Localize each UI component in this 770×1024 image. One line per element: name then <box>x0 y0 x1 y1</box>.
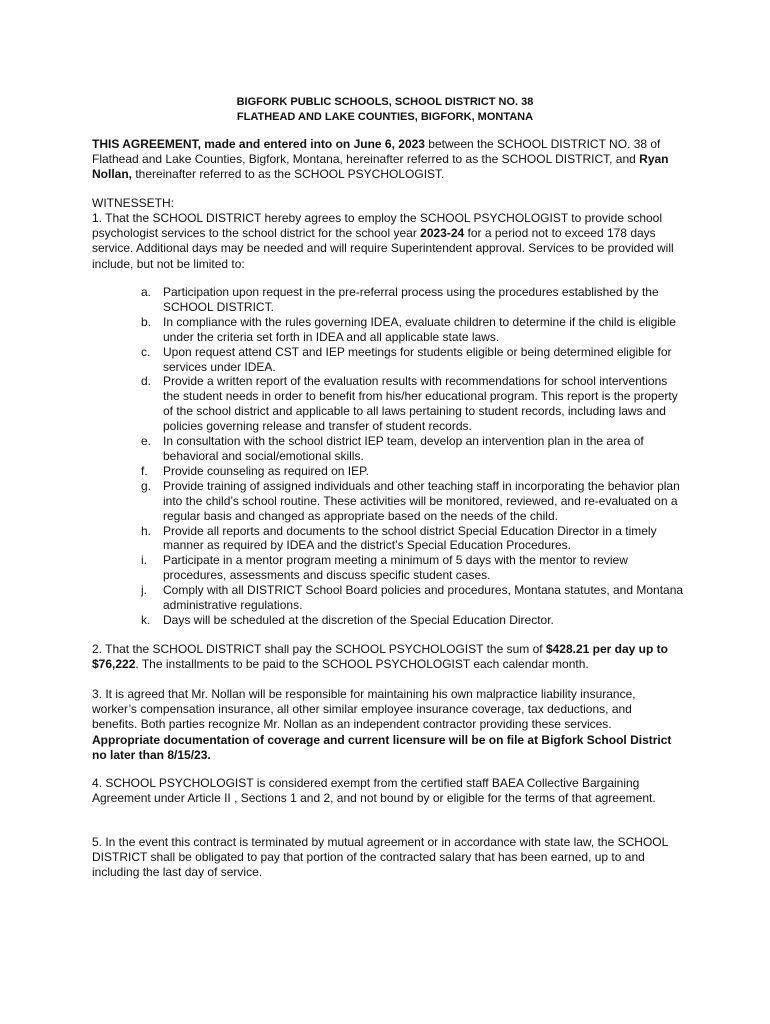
list-item-text: Participate in a mentor program meeting a minimum of 5 days with the mentor to review procedures, assessments and discuss specific student cases. <box>163 553 628 583</box>
list-marker: e. <box>141 434 152 449</box>
clause-2-amount: $428.21 per day up to $76,222 <box>92 642 669 672</box>
list-marker: k. <box>141 612 151 627</box>
intro-text-b: thereinafter referred to as the SCHOOL PSYCHOLOGIST. <box>132 167 445 182</box>
services-list <box>141 285 686 628</box>
clause-3-bold-notice: Appropriate documentation of coverage and current licensure will be on file at Bigfork School District no later than 8/15/23. <box>92 732 672 762</box>
clause-1-school-year: 2023-24 <box>420 226 465 241</box>
clause-2-text-a: 2. That the SCHOOL DISTRICT shall pay the SCHOOL PSYCHOLOGIST the sum of <box>92 642 546 656</box>
psychologist-name: Ryan Nollan, <box>92 152 669 182</box>
list-marker: a. <box>141 285 152 299</box>
list-item-text: Provide counseling as required on IEP. <box>163 463 369 478</box>
heading-line-1: BIGFORK PUBLIC SCHOOLS, SCHOOL DISTRICT NO. 38 <box>236 96 534 108</box>
witnesseth-label: WITNESSETH: <box>92 196 175 210</box>
list-item <box>141 553 686 583</box>
list-marker: j. <box>141 583 147 598</box>
clause-2-text-b: . The installments to be paid to the SCHOOL PSYCHOLOGIST each calendar month. <box>135 657 589 672</box>
clause-5: 5. In the event this contract is terminated by mutual agreement or in accordance with state law, the SCHOOL DISTRICT shall be obligated to pay that portion of the contracted salary that has been earned, up to and including the last day of service. <box>92 835 668 880</box>
list-item-text: Provide a written report of the evaluation results with recommendations for school interventions the student needs in order to benefit from his/her educational program. This report is the property of the school district and applicable to all laws pertaining to student records, including laws and policies governing release and transfer of student records. <box>163 374 678 434</box>
clause-2 <box>92 642 680 672</box>
intro-text-a: between the SCHOOL DISTRICT NO. 38 of Flathead and Lake Counties, Bigfork, Montana, hereinafter referred to as the SCHOOL DISTRICT, and <box>92 137 661 167</box>
list-item-text: Provide all reports and documents to the school district Special Education Director in a timely manner as required by IDEA and the district’s Special Education Procedures. <box>163 523 657 553</box>
clause-3 <box>92 687 680 763</box>
list-item-text: Provide training of assigned individuals and other teaching staff in incorporating the behavior plan into the child’s school routine. These activities will be monitored, reviewed, and re-evaluated on a regular basis and changed as appropriate based on the needs of the child. <box>163 478 680 523</box>
list-item <box>141 374 686 434</box>
list-marker: b. <box>141 314 152 329</box>
document-heading <box>0 95 770 125</box>
clause-1-text-a: 1. That the SCHOOL DISTRICT hereby agrees to employ the SCHOOL PSYCHOLOGIST to provide school psychologist services to the school district for the school year <box>92 211 663 241</box>
list-marker: i. <box>141 553 147 568</box>
list-item <box>141 464 686 479</box>
intro-bold-lead: THIS AGREEMENT, made and entered into on June 6, 2023 <box>92 137 425 151</box>
list-item <box>141 345 686 375</box>
list-item <box>141 434 686 464</box>
clause-3-text: 3. It is agreed that Mr. Nollan will be responsible for maintaining his own malpractice liability insurance, worker’s compensation insurance, all other similar employee insurance coverage, tax deductions, and benefits. Both parties recognize Mr. Nollan as an independent contractor providing these services. <box>92 687 636 732</box>
list-marker: d. <box>141 374 152 389</box>
heading-line-2: FLATHEAD AND LAKE COUNTIES, BIGFORK, MONTANA <box>236 111 534 123</box>
list-item <box>141 583 686 613</box>
list-item <box>141 285 686 315</box>
list-marker: c. <box>141 344 151 359</box>
list-item-text: Upon request attend CST and IEP meetings for students eligible or being determined eligible for services under IDEA. <box>163 344 672 374</box>
list-marker: h. <box>141 523 152 538</box>
intro-paragraph <box>92 137 680 183</box>
list-item-text: Comply with all DISTRICT School Board policies and procedures, Montana statutes, and Montana administrative regulations. <box>163 583 684 613</box>
list-item <box>141 315 686 345</box>
list-marker: f. <box>141 463 148 478</box>
list-item-text: Days will be scheduled at the discretion of the Special Education Director. <box>163 612 554 627</box>
list-marker: g. <box>141 478 152 493</box>
list-item <box>141 613 686 628</box>
list-item-text: In consultation with the school district IEP team, develop an intervention plan in the area of behavioral and social/emotional skills. <box>163 434 644 463</box>
clause-4: 4. SCHOOL PSYCHOLOGIST is considered exempt from the certified staff BAEA Collective Bargaining Agreement under Article II , Sections 1 and 2, and not bound by or eligible for the terms of that agreement. <box>92 776 656 806</box>
clause-1-text-b: for a period not to exceed 178 days service. Additional days may be needed and will require Superintendent approval. Services to be provided will include, but not be limited to: <box>92 226 674 271</box>
list-item-text: Participation upon request in the pre-referral process using the procedures established by the SCHOOL DISTRICT. <box>163 285 659 314</box>
list-item <box>141 524 686 554</box>
clause-1 <box>92 211 680 272</box>
list-item-text: In compliance with the rules governing IDEA, evaluate children to determine if the child is eligible under the criteria set forth in IDEA and all applicable state laws. <box>163 314 676 344</box>
list-item <box>141 479 686 524</box>
